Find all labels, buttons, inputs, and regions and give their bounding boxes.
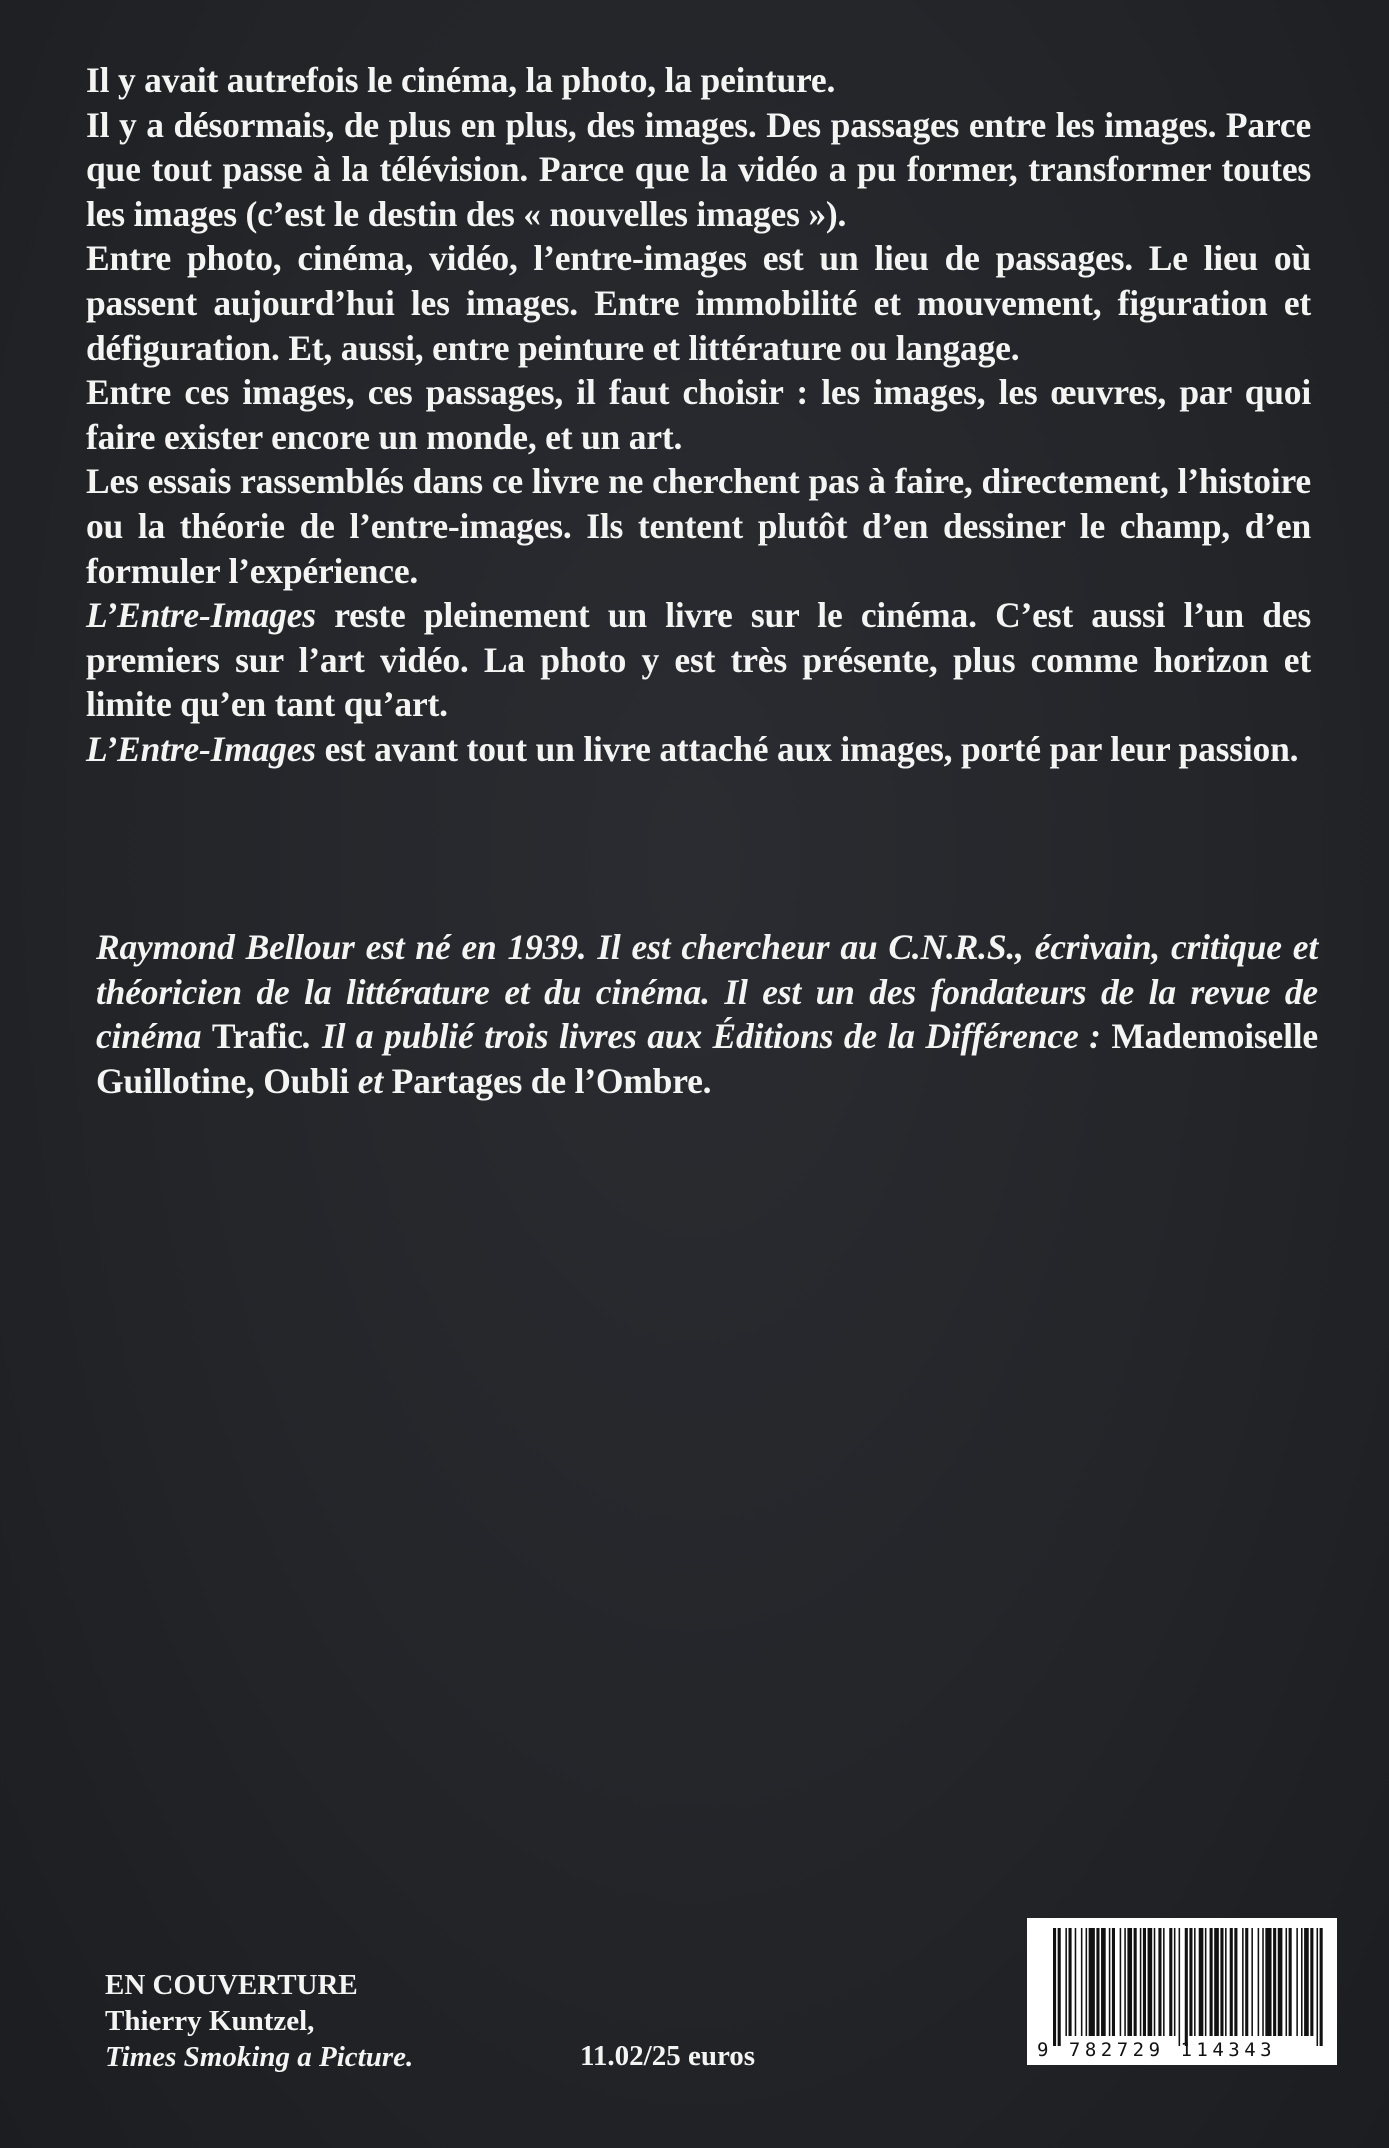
cover-credits: [105, 1967, 413, 2075]
credits-work: [105, 2039, 413, 2075]
barcode-bar: [1251, 1928, 1253, 2036]
barcode-bar: [1194, 1928, 1196, 2036]
barcode-bar: [1234, 1928, 1237, 2036]
barcode-bar: [1258, 1928, 1260, 2036]
barcode-bar: [1120, 1928, 1122, 2036]
author-bio: [96, 925, 1318, 1103]
barcode-bar: [1262, 1928, 1264, 2036]
barcode-digits: 9 782729 114343: [1037, 2039, 1277, 2061]
barcode-bar: [1134, 1928, 1137, 2036]
barcode-bar: [1069, 1928, 1072, 2036]
blurb-paragraph-6-text: reste pleinement un livre sur le cinéma. C’est aussi l’un des premiers sur l’art vidéo. La photo y est très présente, plus comme horizon et limite qu’en tant qu’art.: [86, 595, 1311, 725]
barcode-bar: [1163, 1928, 1165, 2036]
barcode-bar: [1101, 1928, 1106, 2036]
bio-text-2: . Il a publié trois livres aux Éditions de la Différence :: [302, 1016, 1112, 1057]
barcode-bar: [1089, 1928, 1095, 2036]
price-label: 11.02/25 euros: [580, 2040, 756, 2072]
blurb-text: [86, 58, 1311, 772]
barcode-bar: [1158, 1928, 1161, 2036]
bio-conjunction: et: [349, 1060, 392, 1101]
barcode-bar: [1154, 1928, 1156, 2036]
blurb-paragraph-3: Entre photo, cinéma, vidéo, l’entre-images est un lieu de passages. Le lieu où passent aujourd’hui les images. Entre immobilité et mouvement, figuration et défiguration. Et, aussi, entre peinture et littérature ou langage.: [86, 238, 1311, 368]
barcode-bar: [1242, 1928, 1244, 2036]
barcode-bar: [1112, 1928, 1115, 2036]
barcode-bar: [1053, 1928, 1056, 2046]
credits-heading: EN COUVERTURE: [105, 1969, 358, 2001]
bio-end: .: [702, 1060, 712, 1101]
book-title-italic: L’Entre-Images: [86, 728, 316, 769]
credits-work-title: Times Smoking a Picture.: [105, 2041, 414, 2073]
revue-title: Trafic: [211, 1016, 303, 1057]
barcode-bar: [1143, 1928, 1146, 2036]
barcode-bar: [1148, 1928, 1153, 2036]
barcode: [1027, 1918, 1337, 2065]
barcode-bar: [1065, 1928, 1067, 2036]
barcode-bar: [1273, 1928, 1276, 2036]
barcode-bar: [1245, 1928, 1248, 2036]
barcode-bar: [1320, 1928, 1323, 2046]
barcode-bar: [1075, 1928, 1077, 2036]
bio-text-1: Raymond Bellour est né en 1939. Il est chercheur au C.N.R.S., écrivain, critique et théoricien de la littérature et du cinéma. Il est un des fondateurs de la revue de cinéma: [96, 927, 1318, 1057]
barcode-bar: [1225, 1928, 1227, 2036]
barcode-bar: [1210, 1928, 1213, 2036]
book-titles-1: Mademoiselle Guillotine, Oubli: [96, 1016, 1318, 1101]
credits-artist: Thierry Kuntzel,: [105, 2005, 315, 2037]
blurb-paragraph-5: Les essais rassemblés dans ce livre ne cherchent pas à faire, directement, l’histoire ou la théorie de l’entre-images. Ils tentent plutôt d’en dessiner le champ, d’en formuler l’expérience.: [86, 461, 1311, 591]
barcode-bar: [1304, 1928, 1309, 2036]
blurb-paragraph-1: Il y avait autrefois le cinéma, la photo, la peinture.: [86, 60, 836, 100]
blurb-paragraph-7: [86, 727, 1311, 772]
barcode-bar: [1278, 1928, 1283, 2036]
barcode-bar: [1169, 1928, 1172, 2036]
barcode-bar: [1109, 1928, 1111, 2036]
barcode-bar: [1174, 1928, 1176, 2036]
barcode-bar: [1185, 1928, 1188, 2046]
barcode-bar: [1199, 1928, 1204, 2036]
barcode-bar: [1189, 1928, 1192, 2036]
barcode-bar: [1230, 1928, 1233, 2036]
barcode-bar: [1289, 1928, 1292, 2036]
barcode-bar: [1214, 1928, 1219, 2036]
barcode-bar: [1310, 1928, 1313, 2036]
barcode-bar: [1086, 1928, 1088, 2036]
blurb-paragraph-7-text: est avant tout un livre attaché aux images, porté par leur passion.: [315, 728, 1299, 769]
barcode-bar: [1096, 1928, 1099, 2036]
barcode-bar: [1296, 1928, 1298, 2036]
blurb-paragraph-6: [86, 593, 1311, 727]
book-title-italic: L’Entre-Images: [86, 595, 316, 636]
barcode-bar: [1127, 1928, 1132, 2036]
book-titles-2: Partages de l’Ombre: [391, 1060, 703, 1101]
blurb-paragraph-2: Il y a désormais, de plus en plus, des images. Des passages entre les images. Parce que tout passe à la télévision. Parce que la vidéo a pu former, transformer toutes les images (c’est le destin des « nouvelles images »).: [86, 104, 1311, 234]
author-bio-paragraph: [96, 925, 1318, 1103]
barcode-bar: [1301, 1928, 1303, 2036]
barcode-bar: [1220, 1928, 1223, 2036]
barcode-bar: [1317, 1928, 1319, 2046]
barcode-bar: [1140, 1928, 1142, 2036]
blurb-paragraph-4: Entre ces images, ces passages, il faut choisir : les images, les œuvres, par quoi faire exister encore un monde, et un art.: [86, 372, 1311, 457]
barcode-bar: [1124, 1928, 1126, 2036]
barcode-bar: [1286, 1928, 1288, 2036]
barcode-bar: [1058, 1928, 1061, 2046]
barcode-bar: [1265, 1928, 1271, 2036]
barcode-bar: [1081, 1928, 1083, 2036]
barcode-bar: [1179, 1928, 1181, 2046]
barcode-bar: [1205, 1928, 1207, 2036]
